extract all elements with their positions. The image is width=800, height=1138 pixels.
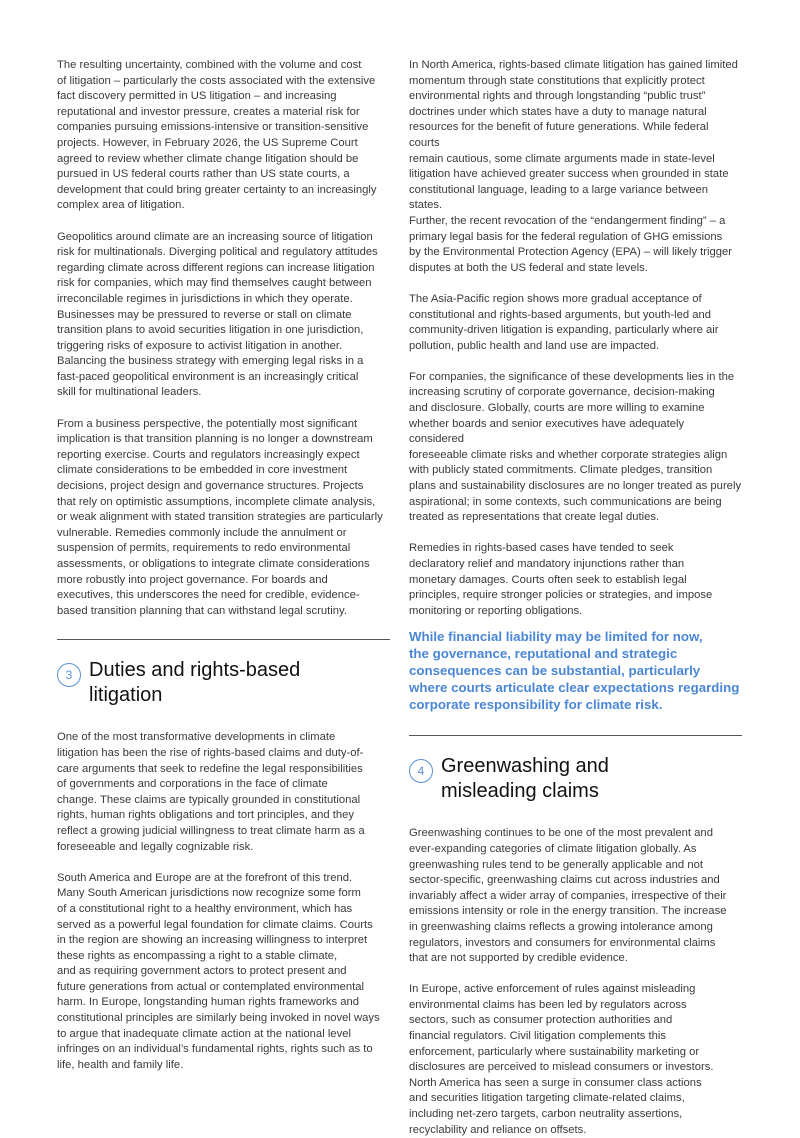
section-title: Greenwashing and misleading claims xyxy=(441,755,609,803)
paragraph: In North America, rights-based climate litigation has gained limited momentum through state constitutions that explicitly protect environmental rights and through longstanding “public trust” doctrines under which states have a duty to manage natural resources for the benefit of future generations. While federal courts remain cautious, some climate arguments made in state-level litigation have achieved greater success when grounded in state constitutional language, leading to a large variance between states. Further, the recent revocation of the “endangerment finding” – a primary legal basis for the federal regulation of GHG emissions by the Environmental Protection Agency (EPA) – will likely trigger disputes at both the US federal and state levels. xyxy=(409,59,738,274)
section-title: Duties and rights-based litigation xyxy=(89,659,301,707)
paragraph: From a business perspective, the potentially most significant implication is that transition planning is no longer a downstream reporting exercise. Courts and regulators increasingly expect climate considerations to be embedded in core investment decisions, project design and governance structures. Projects that rely on optimistic assumptions, incomplete climate analysis, or weak alignment with stated transition strategies are particularly vulnerable. Remedies commonly include the annulment or suspension of permits, requirements to redo environmental assessments, or obligations to integrate climate considerations more robustly into project governance. For boards and executives, this underscores the need for credible, evidence- based transition planning that can withstand legal scrutiny. xyxy=(57,417,383,617)
left-column xyxy=(57,58,390,1073)
paragraph: The resulting uncertainty, combined with the volume and cost of litigation – particularly the costs associated with the extensive fact discovery permitted in US litigation – and increasing reputational and investor pressure, creates a material risk for companies pursuing emissions-intensive or transition-sensitive projects. However, in February 2026, the US Supreme Court agreed to review whether climate change litigation should be pursued in US federal courts rather than US state courts, a development that could bring greater certainty to an increasingly complex area of litigation. xyxy=(57,59,377,212)
section-number-badge: 3 xyxy=(57,663,81,687)
section-3-heading xyxy=(57,658,390,708)
paragraph: One of the most transformative developments in climate litigation has been the rise of rights-based claims and duty-of- care arguments that seek to redefine the legal responsibilities of governments and corporations in the face of climate change. These claims are typically grounded in constitutional rights, human rights obligations and tort principles, and they reflect a growing judicial willingness to treat climate harm as a foreseeable and legally cognizable risk. xyxy=(57,731,365,853)
pull-quote: While financial liability may be limited for now, the governance, reputational and strategic consequences can be substantial, particularly where courts articulate clear expectations regarding corporate responsibility for climate risk. xyxy=(409,629,740,712)
paragraph: The Asia-Pacific region shows more gradual acceptance of constitutional and rights-based arguments, but youth-led and community-driven litigation is expanding, particularly where air pollution, public health and land use are impacted. xyxy=(409,292,719,352)
paragraph: South America and Europe are at the forefront of this trend. Many South American jurisdictions now recognize some form of a constitutional right to a healthy environment, which has served as a powerful legal foundation for climate claims. Courts in the region are showing an increasing willingness to interpret these rights as encompassing a right to a stable climate, and as requiring government actors to protect present and future generations from actual or contemplated environmental harm. In Europe, longstanding human rights frameworks and constitutional principles are similarly being invoked in novel ways to argue that inadequate climate action at the national level infringes on an individual’s fundamental rights, rights such as to life, health and family life. xyxy=(57,871,380,1071)
paragraph: In Europe, active enforcement of rules against misleading environmental claims has been led by regulators across sectors, such as consumer protection authorities and financial regulators. Civil litigation complements this enforcement, particularly where sustainability marketing or disclosures are perceived to mislead consumers or investors. North America has seen a surge in consumer class actions and securities litigation targeting climate-related claims, including net-zero targets, carbon neutrality assertions, recyclability and reliance on offsets. xyxy=(409,983,714,1136)
right-column xyxy=(409,58,742,1138)
paragraph: Greenwashing continues to be one of the most prevalent and ever-expanding categories of climate litigation globally. As greenwashing rules tend to be generally applicable and not sector-specific, greenwashing claims cut across industries and invariably affect a wider array of companies, irrespective of their emissions intensity or role in the energy transition. The increase in greenwashing claims reflects a growing intolerance among regulators, investors and consumers for environmental claims that are not supported by credible evidence. xyxy=(409,827,727,965)
paragraph: For companies, the significance of these developments lies in the increasing scrutiny of corporate governance, decision-making and disclosure. Globally, courts are more willing to examine whether boards and senior executives have adequately considered foreseeable climate risks and whether corporate strategies align with publicly stated commitments. Climate pledges, transition plans and sustainability disclosures are no longer treated as purely aspirational; in some contexts, such communications are being treated as representations that create legal duties. xyxy=(409,370,742,524)
section-4-heading xyxy=(409,754,742,804)
paragraph: Remedies in rights-based cases have tended to seek declaratory relief and mandatory injunctions rather than monetary damages. Courts often seek to establish legal principles, require stronger policies or strategies, and impose monitoring or reporting obligations. xyxy=(409,542,713,617)
paragraph: Geopolitics around climate are an increasing source of litigation risk for multinationals. Diverging political and regulatory attitudes regarding climate across different regions can increase litigation risk for companies, which may find themselves caught between irreconcilable regimes in jurisdictions in which they operate. Businesses may be pressured to reverse or stall on climate transition plans to avoid securities litigation in one jurisdiction, triggering risks of exposure to activist litigation in another. Balancing the business strategy with emerging legal risks in a fast-paced geopolitical environment is an increasingly critical skill for multinational leaders. xyxy=(57,230,378,399)
section-number-badge: 4 xyxy=(409,759,433,783)
